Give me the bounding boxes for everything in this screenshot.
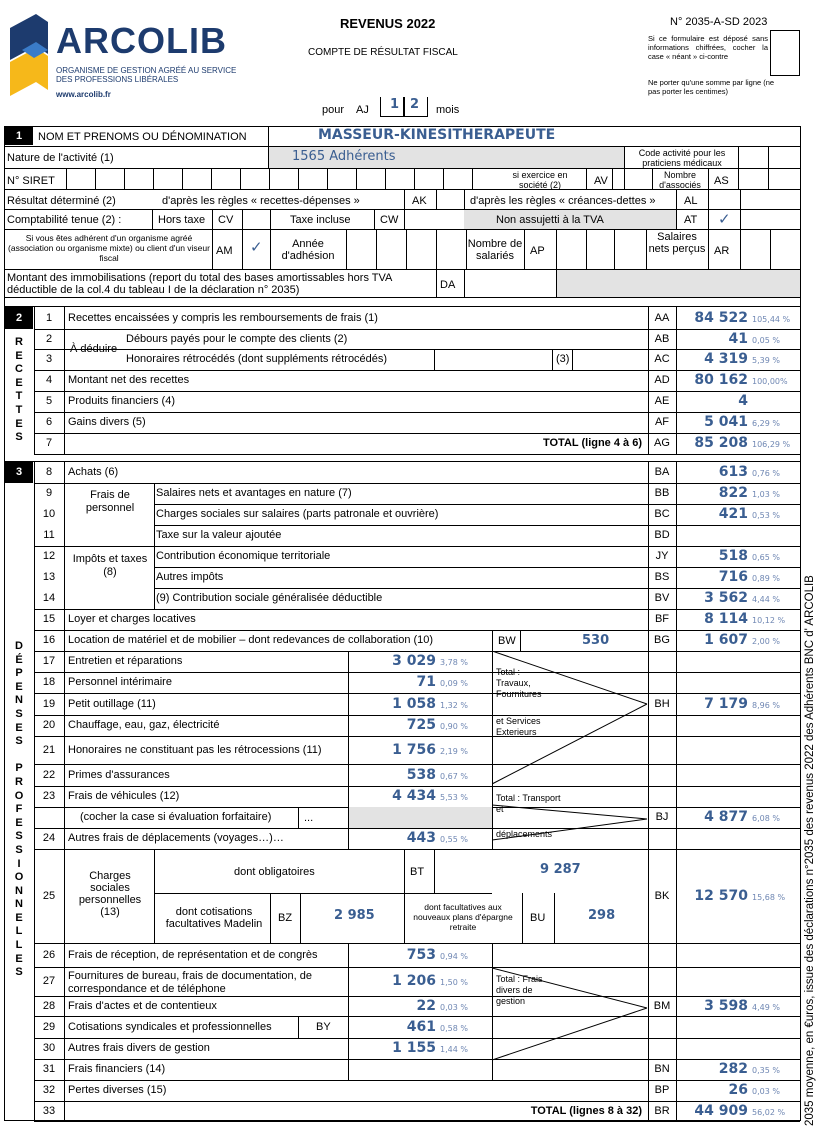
row-label: Loyer et charges locatives — [68, 613, 196, 625]
row-percent: 0,89 % — [752, 574, 780, 583]
row-sub-percent: 0,09 % — [440, 679, 468, 688]
depenses-vertical-label — [12, 640, 26, 980]
row-label: Autres frais divers de gestion — [68, 1042, 210, 1054]
row-value: 613 — [718, 464, 748, 480]
row-code: JY — [655, 550, 669, 562]
row-sub-percent: 5,53 % — [440, 793, 468, 802]
logo-sub1: ORGANISME DE GESTION AGRÉÉ AU SERVICE — [56, 66, 237, 75]
vertical-letter: F — [15, 803, 23, 816]
vertical-letter: O — [14, 789, 24, 802]
annee-adhesion-label: Année d'adhésion — [281, 238, 335, 262]
months-digit-2: 2 — [410, 97, 420, 112]
arcolib-logo-icon — [8, 14, 50, 98]
row-percent: 4,49 % — [752, 1002, 780, 1012]
row-label: Primes d'assurances — [68, 768, 170, 781]
name-label: NOM ET PRENOMS OU DÉNOMINATION — [38, 131, 247, 143]
row-value: 7 179 — [704, 695, 748, 712]
row-number: 5 — [45, 395, 53, 407]
row-number: 27 — [42, 975, 56, 987]
row-value: 4 877 — [704, 809, 748, 825]
row-sub-percent: 1,44 % — [440, 1045, 468, 1054]
hors-taxe-label: Hors taxe — [158, 214, 206, 226]
row-sub-percent: 0,94 % — [440, 951, 468, 961]
vertical-letter: D — [15, 640, 23, 652]
row-label: Autres impôts — [156, 571, 224, 583]
row-percent: 4,44 % — [752, 595, 780, 604]
row-number: 19 — [42, 697, 56, 710]
row-percent: 0,53 % — [752, 511, 780, 520]
forfait-ellipsis[interactable]: ... — [304, 812, 314, 824]
at-code: AT — [684, 214, 698, 226]
row-label: Chauffage, eau, gaz, électricité — [68, 719, 220, 731]
row-code: BS — [654, 571, 670, 583]
row-label: Charges sociales sur salaires (parts patronale et ouvrière) — [156, 508, 439, 520]
row-number: 4 — [45, 374, 53, 386]
vertical-letter: P — [15, 762, 23, 775]
row-percent: 0,35 % — [752, 1066, 780, 1075]
row-value: 282 — [718, 1061, 748, 1077]
row-code: AF — [654, 416, 670, 428]
row-sub-value: 71 — [416, 674, 436, 690]
bu-value: 298 — [588, 908, 616, 923]
row-code: BD — [654, 529, 670, 541]
row-value: 5 041 — [704, 414, 748, 430]
vertical-letter: É — [15, 653, 23, 666]
row-sub-value: 725 — [406, 717, 436, 733]
row-value: 716 — [718, 569, 748, 585]
resultat-label: Résultat déterminé (2) — [7, 195, 116, 207]
row-percent: 1,03 % — [752, 490, 780, 499]
row-code: BV — [654, 592, 670, 604]
row-label: Cotisations syndicales et professionnelles — [68, 1020, 272, 1033]
row-percent: 0,65 % — [752, 553, 780, 562]
row-code: AB — [654, 332, 670, 345]
row-label: Honoraires ne constituant pas les rétrocessions (11) — [68, 743, 322, 756]
row-number: 22 — [42, 768, 56, 781]
bt-value: 9 287 — [540, 862, 581, 877]
vertical-letter: N — [15, 694, 23, 707]
row-sub-value: 1 058 — [392, 695, 436, 712]
row-value: 518 — [718, 548, 748, 564]
row-label: Autres frais de déplacements (voyages…)… — [68, 832, 284, 844]
taxe-incluse-label: Taxe incluse — [290, 214, 351, 226]
cw-code: CW — [380, 214, 399, 226]
logo-url[interactable]: www.arcolib.fr — [56, 90, 111, 99]
neant-checkbox[interactable] — [770, 30, 800, 76]
bw-value: 530 — [582, 633, 610, 648]
total-transport-label: Total : Transport et — [496, 793, 561, 814]
row-label: Pertes diverses (15) — [68, 1084, 167, 1096]
logo-name: ARCOLIB — [56, 20, 227, 61]
row-sub-percent: 0,58 % — [440, 1023, 468, 1033]
row-label: Montant net des recettes — [68, 374, 190, 386]
row-number: 25 — [42, 889, 56, 902]
row-number: 28 — [42, 999, 56, 1012]
row-percent: 0,76 % — [752, 469, 780, 478]
row-sub-percent: 2,19 % — [440, 746, 468, 756]
nb-salaries-label: Nombre de salariés — [467, 238, 523, 262]
row-value: 3 598 — [704, 997, 748, 1014]
vertical-letter: E — [15, 721, 23, 734]
row-label: Achats (6) — [68, 466, 119, 478]
section-2-badge: 2 — [5, 307, 33, 329]
vertical-letter: S — [15, 707, 23, 720]
vertical-letter: E — [15, 911, 23, 924]
row-label: Contribution économique territoriale — [156, 550, 331, 562]
row-percent: 100,00% — [752, 377, 788, 386]
row-percent: 0,05 % — [752, 335, 780, 345]
row-sub-value: 4 434 — [392, 788, 436, 804]
page-subtitle: COMPTE DE RÉSULTAT FISCAL — [308, 47, 458, 58]
note-neant: Si ce formulaire est déposé sans informations chiffrées, cocher la case « néant » ci-contre — [648, 34, 768, 61]
row-sub-percent: 0,03 % — [440, 1002, 468, 1012]
row-number: 15 — [42, 613, 56, 625]
row-sub-value: 22 — [416, 997, 436, 1014]
dont-madelin-label: dont cotisations facultatives Madelin — [165, 906, 263, 930]
section-1-badge: 1 — [5, 127, 33, 145]
vertical-letter: S — [15, 966, 23, 979]
row-label: (9) Contribution sociale généralisée déductible — [156, 592, 383, 604]
row-label: TOTAL (ligne 4 à 6) — [542, 437, 642, 449]
vertical-letter: R — [15, 775, 23, 788]
row-number: 9 — [45, 487, 53, 499]
bz-code: BZ — [278, 912, 293, 924]
row-value: 12 570 — [694, 887, 748, 904]
row-number: 31 — [42, 1063, 56, 1075]
row-percent: 2,00 % — [752, 637, 780, 646]
section-3-badge: 3 — [5, 462, 33, 483]
row-label: Débours payés pour le compte des clients (2) — [126, 332, 348, 345]
vertical-letter: T — [15, 390, 23, 403]
row-percent: 6,29 % — [752, 419, 780, 428]
row-label: Entretien et réparations — [68, 655, 183, 667]
total-travaux-label: Total : Travaux, Fournitures — [496, 667, 542, 699]
row-sub-value: 753 — [406, 946, 436, 963]
row-label: Fournitures de bureau, frais de documentation, de correspondance et de téléphone — [68, 970, 312, 995]
row-sub-value: 461 — [406, 1018, 436, 1035]
row-label: Frais de véhicules (12) — [68, 790, 180, 802]
row-code: BR — [654, 1104, 670, 1117]
row-code: BG — [654, 634, 670, 646]
recettes-vertical-label — [12, 336, 26, 445]
row-percent: 5,39 % — [752, 356, 780, 365]
am-code: AM — [216, 245, 233, 257]
row-percent: 10,12 % — [752, 616, 786, 625]
row-percent: 105,44 % — [752, 314, 791, 324]
ap-code: AP — [530, 245, 545, 257]
vertical-letter: E — [15, 349, 23, 362]
dont-facultatives-label: dont facultatives aux nouveaux plans d'épargne retraite — [413, 902, 513, 932]
compta-label: Comptabilité tenue (2) : — [7, 214, 122, 226]
row-percent: 106,29 % — [752, 440, 791, 449]
bz-value: 2 985 — [334, 908, 375, 923]
row-number: 24 — [42, 832, 56, 844]
da-code: DA — [440, 279, 456, 291]
aj-code: AJ — [356, 104, 369, 116]
vertical-letter: N — [15, 884, 23, 897]
vertical-letter: T — [15, 403, 23, 416]
row-percent: 0,03 % — [752, 1087, 780, 1096]
vertical-letter: E — [15, 417, 23, 430]
row-sub-value: 3 029 — [392, 653, 436, 669]
non-assujetti-label: Non assujetti à la TVA — [496, 214, 604, 226]
logo — [8, 14, 238, 104]
immob-label: Montant des immobilisations (report du total des bases amortissables hors TVA déductible de la col.4 du tableau I de la déclaration n° 2035) — [7, 272, 392, 296]
creances-dettes-label: d'après les règles « créances-dettes » — [470, 195, 656, 207]
row-number: 33 — [42, 1104, 56, 1117]
row-number: 16 — [42, 634, 56, 646]
exercice-label: si exercice en société (2) — [512, 170, 568, 190]
row-number: 8 — [45, 466, 53, 478]
row-number: 7 — [45, 437, 53, 449]
row-number: 26 — [42, 948, 56, 961]
row-value: 1 607 — [704, 632, 748, 648]
row-code: AA — [654, 311, 670, 324]
nb-associes-label: Nombre d'associés — [659, 170, 701, 190]
row-sub-value: 443 — [406, 830, 436, 846]
by-code: BY — [316, 1021, 331, 1033]
row-label: Taxe sur la valeur ajoutée — [156, 529, 282, 541]
note-somme: Ne porter qu'une somme par ligne (ne pas porter les centimes) — [648, 78, 775, 96]
row-code: AG — [654, 437, 670, 449]
am-check-icon[interactable]: ✓ — [250, 238, 263, 256]
row-number: 10 — [42, 508, 56, 520]
row-value: 421 — [718, 506, 748, 522]
row-sub-percent: 0,90 % — [440, 722, 468, 731]
row-value: 4 — [738, 393, 748, 409]
row-sub-percent: 1,50 % — [440, 978, 468, 987]
row-number: 29 — [42, 1020, 56, 1033]
vertical-letter: C — [15, 363, 23, 376]
row-value: 3 562 — [704, 590, 748, 606]
vertical-letter: E — [15, 816, 23, 829]
vertical-letter: N — [15, 898, 23, 911]
row-code: BP — [654, 1084, 670, 1096]
row-code: AC — [654, 353, 670, 365]
row-code: BJ — [655, 811, 669, 823]
row-code: BN — [654, 1063, 670, 1075]
row-value: 8 114 — [704, 611, 748, 627]
row-number: 14 — [42, 592, 56, 604]
row-sub-percent: 3,78 % — [440, 658, 468, 667]
row-value: 84 522 — [694, 309, 748, 326]
row-number: 18 — [42, 676, 56, 688]
charges-sociales-perso-label: Charges sociales personnelles (13) — [78, 870, 142, 918]
row-sub-value: 1 155 — [392, 1040, 436, 1056]
row-value: 822 — [718, 485, 748, 501]
row-code: AE — [654, 395, 670, 407]
row-sub-value: 538 — [406, 766, 436, 783]
vertical-letter — [12, 749, 26, 763]
row-number: 1 — [45, 311, 53, 324]
row-code: BB — [654, 487, 670, 499]
row-label: Gains divers (5) — [68, 416, 146, 428]
frais-personnel-label: Frais de personnel — [85, 489, 135, 514]
row-code: AD — [654, 374, 670, 386]
impots-taxes-label: Impôts et taxes (8) — [72, 553, 148, 578]
row-label: Location de matériel et de mobilier – dont redevances de collaboration (10) — [68, 634, 434, 646]
adherent-label: Si vous êtes adhérent d'un organisme agréé (association ou organisme mixte) ou client d'un viseur fiscal — [8, 233, 210, 263]
row-sub-percent: 0,55 % — [440, 835, 468, 844]
et-services-label: et Services Exterieurs — [496, 716, 541, 737]
row-number: 32 — [42, 1084, 56, 1096]
row-label: Frais financiers (14) — [68, 1063, 166, 1075]
logo-sub2: DES PROFESSIONS LIBÉRALES — [56, 75, 179, 84]
row-value: 26 — [728, 1082, 748, 1098]
row-value: 80 162 — [694, 372, 748, 388]
name-value: MASSEUR-KINESITHERAPEUTE — [318, 127, 556, 143]
row-number: 21 — [42, 743, 56, 756]
siret-boxes[interactable] — [66, 169, 486, 189]
ak-code: AK — [412, 195, 427, 207]
bw-code: BW — [498, 635, 516, 647]
row-label: (cocher la case si évaluation forfaitaire) — [80, 811, 272, 823]
row-number: 20 — [42, 719, 56, 731]
siret-label: N° SIRET — [7, 175, 55, 187]
row-value: 85 208 — [694, 435, 748, 451]
vertical-letter: S — [15, 431, 23, 444]
months-digit-1: 1 — [390, 97, 400, 112]
recettes-depenses-label: d'après les règles « recettes-dépenses » — [162, 195, 360, 207]
code-activite-label: Code activité pour les praticiens médicaux — [638, 148, 726, 168]
row-number: 13 — [42, 571, 56, 583]
vertical-letter: I — [17, 857, 21, 870]
row-number: 6 — [45, 416, 53, 428]
row-label: Recettes encaissées y compris les remboursements de frais (1) — [68, 311, 378, 324]
row-number: 12 — [42, 550, 56, 562]
row-number: 30 — [42, 1042, 56, 1054]
deplacements-label: déplacements — [496, 829, 553, 839]
row-code: BA — [654, 466, 670, 478]
row-code: BK — [654, 889, 670, 902]
nature-label: Nature de l'activité (1) — [7, 152, 114, 164]
row-number: 11 — [43, 529, 55, 541]
mois-label: mois — [436, 104, 460, 116]
row-sub-percent: 1,32 % — [440, 700, 468, 710]
form-number: N° 2035-A-SD 2023 — [670, 16, 768, 28]
row-sub-percent: 0,67 % — [440, 771, 468, 781]
al-code: AL — [684, 195, 698, 207]
vertical-letter: L — [15, 939, 23, 952]
row-code: BH — [654, 697, 670, 710]
row-label: Personnel intérimaire — [68, 676, 172, 688]
row-value: 44 909 — [694, 1102, 748, 1119]
total-frais-divers-label: Total : Frais divers de gestion — [496, 974, 543, 1006]
vertical-letter: S — [15, 735, 23, 748]
bu-code: BU — [530, 912, 546, 924]
row-percent: 56,02 % — [752, 1107, 786, 1117]
salaires-percus-label: Salaires nets perçus — [648, 231, 706, 255]
side-note: 2035 moyenne, en €uros, issue des déclarations n°2035 des revenus 2022 des Adhérents BNC d' ARCOLIB — [804, 575, 816, 1126]
nature-value: 1565 Adhérents — [292, 149, 396, 164]
row-code: BF — [654, 613, 670, 625]
dont-obligatoires-label: dont obligatoires — [234, 866, 315, 878]
row-label: Frais d'actes et de contentieux — [68, 999, 217, 1012]
row-sub-value: 1 756 — [392, 741, 436, 758]
row-label: Honoraires rétrocédés (dont suppléments rétrocédés) — [126, 353, 388, 365]
row-code: BC — [654, 508, 670, 520]
ar-code: AR — [714, 245, 730, 257]
vertical-letter: S — [15, 843, 23, 856]
vertical-letter: E — [15, 376, 23, 389]
row-number: 17 — [42, 655, 56, 667]
vertical-letter: O — [14, 871, 24, 884]
note-3: (3) — [556, 353, 570, 365]
row-label: Petit outillage (11) — [68, 697, 156, 710]
vertical-letter: E — [15, 680, 23, 693]
row-value: 4 319 — [704, 351, 748, 367]
vertical-letter: E — [15, 952, 23, 965]
as-code: AS — [714, 175, 729, 187]
row-number: 2 — [45, 332, 53, 345]
row-label: Frais de réception, de représentation et de congrès — [68, 948, 318, 961]
page-title: REVENUS 2022 — [340, 16, 436, 31]
vertical-letter: L — [15, 925, 23, 938]
vertical-letter: S — [15, 830, 23, 843]
vertical-letter: P — [15, 667, 23, 680]
row-label: TOTAL (lignes 8 à 32) — [530, 1104, 642, 1117]
av-code: AV — [594, 175, 608, 187]
bt-code: BT — [410, 866, 425, 878]
pour-label: pour — [322, 104, 345, 116]
a-deduire-label: À déduire — [70, 343, 118, 355]
row-label: Salaires nets et avantages en nature (7) — [156, 487, 352, 499]
cv-code: CV — [218, 214, 234, 226]
vertical-letter: R — [15, 336, 23, 348]
row-label: Produits financiers (4) — [68, 395, 175, 407]
row-code: BM — [653, 999, 671, 1012]
row-number: 23 — [42, 790, 56, 802]
row-number: 3 — [45, 353, 53, 365]
row-percent: 15,68 % — [752, 892, 786, 902]
row-percent: 6,08 % — [752, 814, 780, 823]
row-sub-value: 1 206 — [392, 973, 436, 989]
row-percent: 8,96 % — [752, 700, 780, 710]
at-check-icon[interactable]: ✓ — [718, 210, 731, 228]
row-value: 41 — [728, 330, 748, 347]
